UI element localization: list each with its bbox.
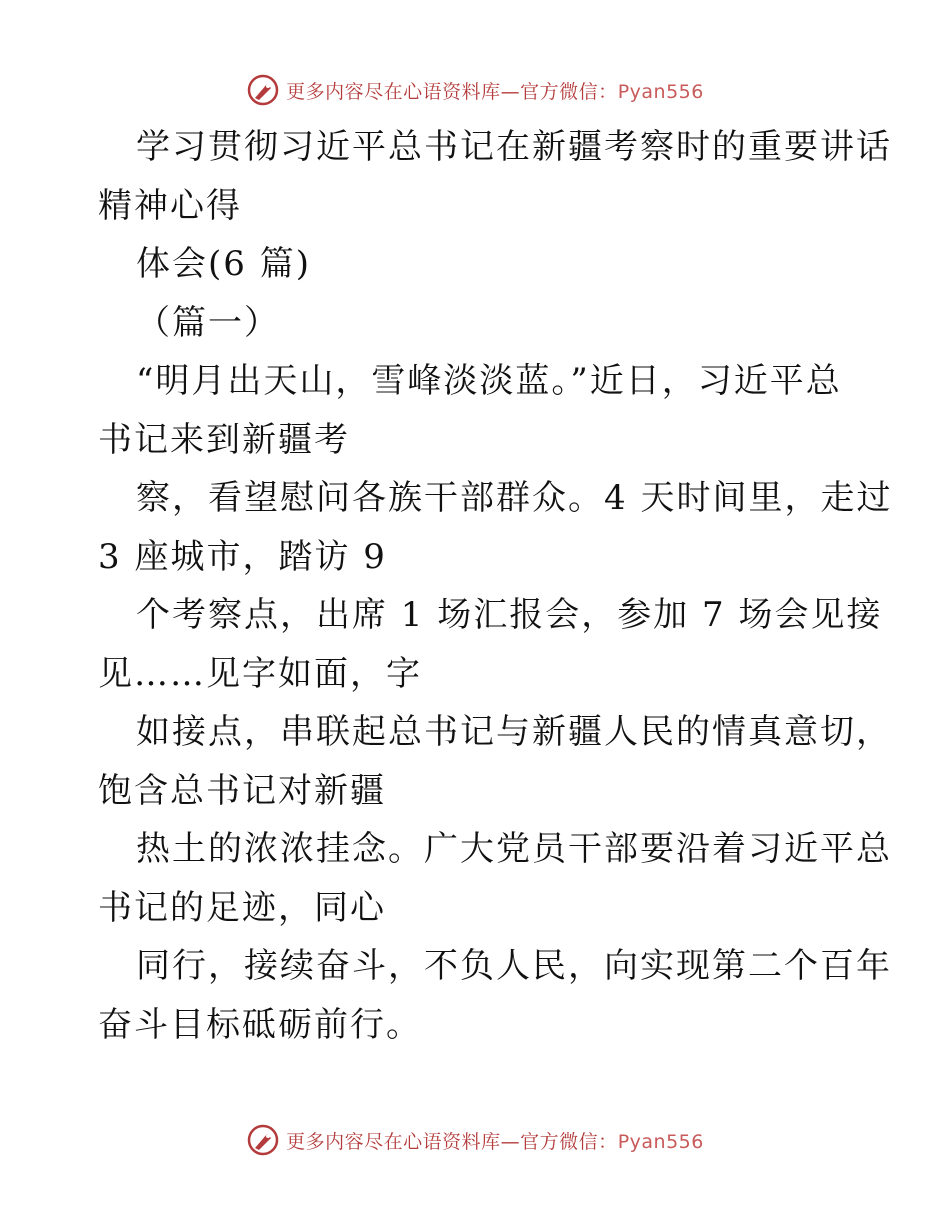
text-line: （篇一）: [136, 302, 280, 343]
wechat-handle: Pyan556: [617, 80, 704, 103]
footer-watermark: [0, 1120, 950, 1160]
text-line: 书记来到新疆考: [98, 419, 350, 460]
watermark-text: 更多内容尽在心语资料库—官方微信：Pyan556: [286, 80, 704, 103]
pen-nib-logo-icon: [246, 1123, 280, 1157]
text-line: 个考察点，出席 1 场汇报会，参加 7 场会见接: [136, 595, 883, 635]
text-line: 3 座城市，踏访 9: [98, 536, 387, 577]
pen-nib-logo-icon: [246, 73, 280, 107]
text-line: 热土的浓浓挂念。广大党员干部要沿着习近平总: [136, 829, 892, 869]
document-body: [98, 118, 893, 1054]
text-line: 奋斗目标砥砺前行。: [98, 1004, 422, 1045]
header-watermark: [0, 70, 950, 110]
text-line: 体会(6 篇): [136, 244, 311, 284]
watermark-text: 更多内容尽在心语资料库—官方微信：Pyan556: [286, 1130, 704, 1153]
text-line: “明月出天山，雪峰淡淡蓝。”近日，习近平总: [136, 361, 842, 401]
text-line: 同行，接续奋斗，不负人民，向实现第二个百年: [136, 946, 892, 986]
text-line: 学习贯彻习近平总书记在新疆考察时的重要讲话: [136, 127, 892, 167]
text-line: 饱含总书记对新疆: [98, 770, 386, 811]
wechat-handle: Pyan556: [617, 1130, 704, 1153]
text-line: 见……见字如面，字: [98, 653, 422, 694]
text-line: 书记的足迹，同心: [98, 887, 386, 928]
text-line: 精神心得: [98, 185, 242, 226]
text-line: 察，看望慰问各族干部群众。4 天时间里，走过: [136, 478, 893, 518]
text-line: 如接点，串联起总书记与新疆人民的情真意切，: [136, 712, 892, 752]
